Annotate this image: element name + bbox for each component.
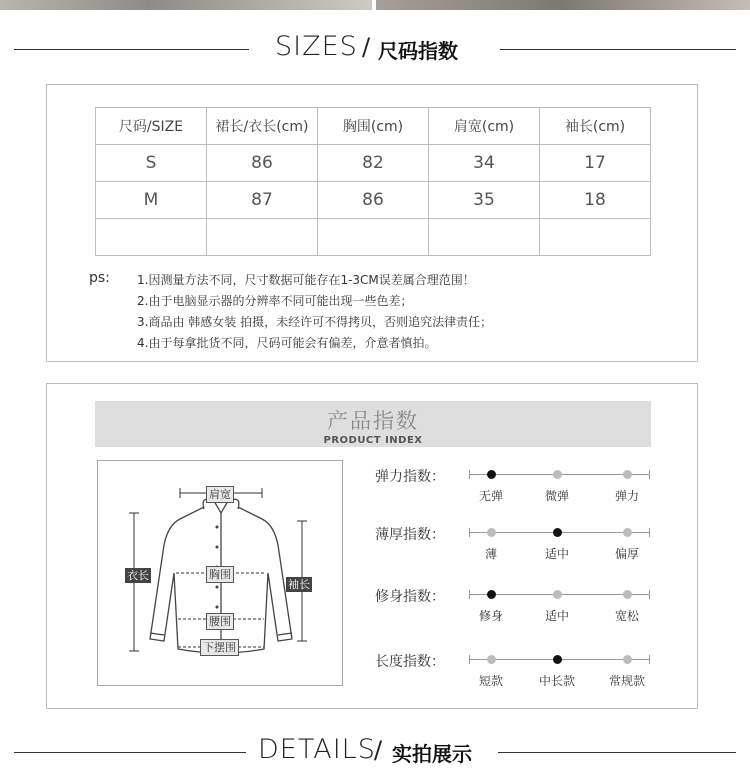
size-table-header: 袖长(cm) <box>540 108 651 145</box>
index-option: 短款 <box>478 674 503 688</box>
size-cell: S <box>96 145 207 182</box>
details-title-slash: / <box>374 736 383 764</box>
index-option: 弹力 <box>614 489 639 503</box>
index-label: 薄厚指数： <box>375 527 445 543</box>
label-hem: 下摆围 <box>200 639 239 656</box>
index-option: 修身 <box>478 609 503 623</box>
index-dot <box>487 528 496 537</box>
product-index-title <box>95 401 651 447</box>
size-cell <box>429 219 540 256</box>
notes-list <box>137 270 492 354</box>
note-item: 2.由于电脑显示器的分辨率不同可能出现一些色差； <box>137 294 413 308</box>
index-option: 中长款 <box>538 674 575 688</box>
index-option: 薄 <box>484 547 497 561</box>
index-dot <box>553 470 562 479</box>
sizes-title-slash: / <box>362 33 371 61</box>
sizes-section-header <box>0 29 750 69</box>
table-row <box>96 145 651 182</box>
label-shoulder: 肩宽 <box>206 486 234 503</box>
divider-left <box>14 49 249 50</box>
garment-measurement-diagram <box>97 460 343 686</box>
index-option: 偏厚 <box>614 547 639 561</box>
size-table-header: 尺码/SIZE <box>96 108 207 145</box>
divider-left <box>14 752 246 753</box>
index-option: 微弹 <box>544 489 569 503</box>
index-row-fit <box>375 586 675 626</box>
label-chest: 胸围 <box>206 566 234 583</box>
index-dot-selected <box>553 528 562 537</box>
label-sleeve: 袖长 <box>288 578 310 591</box>
size-cell <box>318 219 429 256</box>
index-option: 无弹 <box>478 489 503 503</box>
index-dot-selected <box>553 655 562 664</box>
track-cap-right <box>649 528 650 537</box>
note-item: 4.由于每拿批货不同，尺码可能会有偏差，介意者慎拍。 <box>137 336 437 350</box>
index-option: 宽松 <box>614 609 639 623</box>
track-cap-left <box>469 470 470 479</box>
divider-right <box>498 752 736 753</box>
product-index-title-en: PRODUCT INDEX <box>323 435 423 446</box>
notes-prefix: ps: <box>89 270 110 286</box>
size-table-header: 裙长/衣长(cm) <box>207 108 318 145</box>
size-cell: 82 <box>318 145 429 182</box>
index-dot <box>487 655 496 664</box>
product-photo-left <box>0 0 372 10</box>
details-section-header <box>0 732 750 772</box>
size-table-header-row <box>96 108 651 145</box>
size-cell <box>96 219 207 256</box>
product-photo-strip <box>0 0 750 10</box>
track-cap-left <box>469 528 470 537</box>
size-cell <box>540 219 651 256</box>
details-title-en: DETAILS <box>258 734 376 765</box>
size-table-header: 胸围(cm) <box>318 108 429 145</box>
size-panel <box>46 84 698 362</box>
track-cap-right <box>649 470 650 479</box>
size-cell: 87 <box>207 182 318 219</box>
size-cell: 17 <box>540 145 651 182</box>
index-label: 修身指数： <box>375 589 445 605</box>
index-dot <box>623 528 632 537</box>
index-row-thickness <box>375 524 675 564</box>
size-cell <box>207 219 318 256</box>
divider-right <box>500 49 736 50</box>
index-dot <box>623 590 632 599</box>
index-row-elasticity <box>375 466 675 506</box>
sizes-title-cn: 尺码指数 <box>378 39 458 63</box>
table-row <box>96 182 651 219</box>
index-option: 适中 <box>544 609 569 623</box>
size-cell: 86 <box>207 145 318 182</box>
label-length: 衣长 <box>127 569 149 582</box>
note-item: 1.因测量方法不同，尺寸数据可能存在1-3CM误差属合理范围！ <box>137 273 475 287</box>
size-cell: 35 <box>429 182 540 219</box>
index-option: 常规款 <box>608 674 645 688</box>
details-title-cn: 实拍展示 <box>392 742 472 766</box>
index-dot-selected <box>487 470 496 479</box>
index-dot <box>623 470 632 479</box>
size-cell: M <box>96 182 207 219</box>
index-dot-selected <box>487 590 496 599</box>
index-row-length <box>375 651 675 691</box>
size-table <box>95 107 651 256</box>
note-item: 3.商品由 韩感女装 拍摄，未经许可不得拷贝，否则追究法律责任； <box>137 315 493 329</box>
size-cell: 86 <box>318 182 429 219</box>
size-table-header: 肩宽(cm) <box>429 108 540 145</box>
sizes-title-en: SIZES <box>275 31 358 62</box>
index-label: 长度指数： <box>375 654 445 670</box>
size-cell: 18 <box>540 182 651 219</box>
product-index-title-cn: 产品指数 <box>327 409 419 433</box>
product-index-panel <box>46 383 698 709</box>
size-cell: 34 <box>429 145 540 182</box>
track-cap-left <box>469 655 470 664</box>
label-waist: 腰围 <box>206 613 234 630</box>
track-cap-right <box>649 590 650 599</box>
track-cap-right <box>649 655 650 664</box>
index-label: 弹力指数： <box>375 469 445 485</box>
index-dot <box>623 655 632 664</box>
product-photo-right <box>376 0 750 10</box>
table-row <box>96 219 651 256</box>
index-dot <box>553 590 562 599</box>
track-cap-left <box>469 590 470 599</box>
index-option: 适中 <box>544 547 569 561</box>
